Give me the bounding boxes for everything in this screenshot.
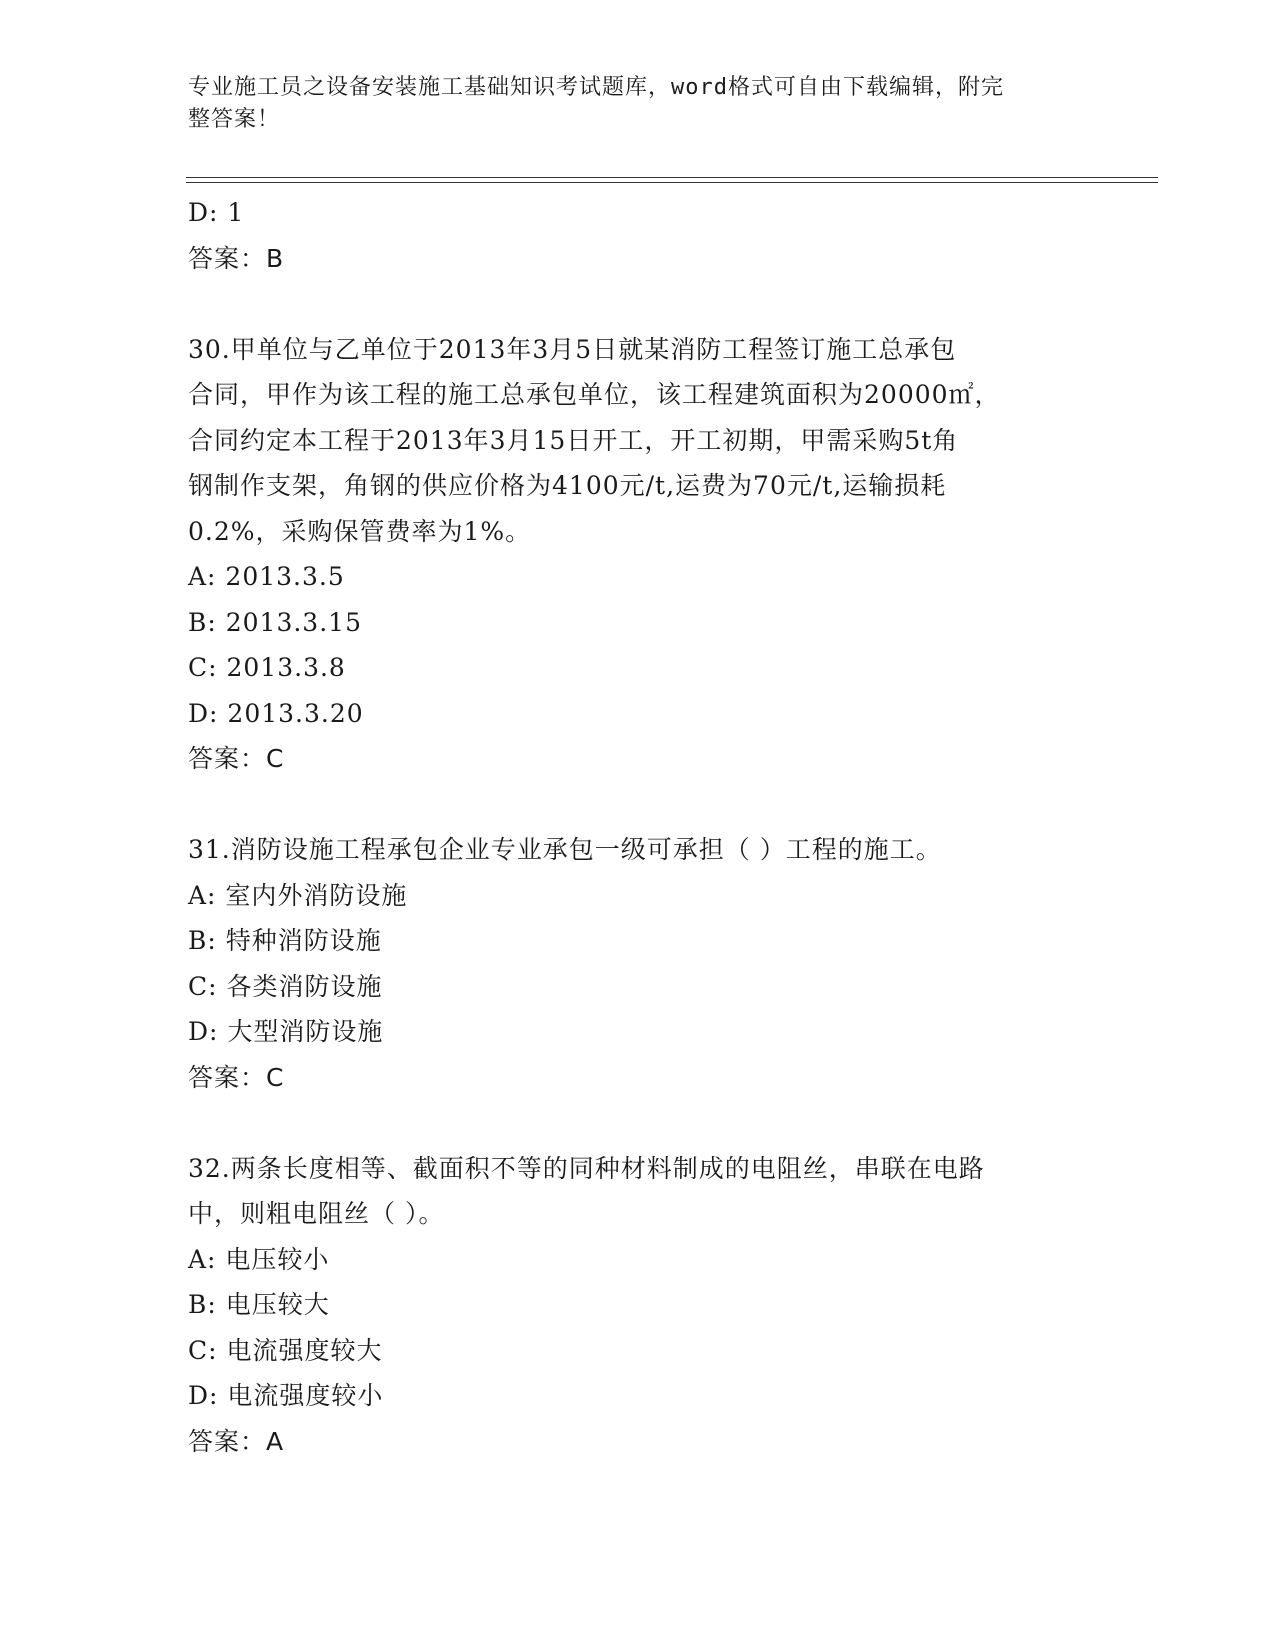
answer: 答案：A xyxy=(188,1426,285,1456)
question-31 xyxy=(188,827,1088,1100)
header-divider-bottom xyxy=(186,182,1158,183)
question-text-line: 合同约定本工程于2013年3月15日开工，开工初期，甲需采购5t角 xyxy=(188,425,959,455)
question-32 xyxy=(188,1146,1088,1465)
document-header xyxy=(188,72,1068,136)
option-d: D: 电流强度较小 xyxy=(188,1381,384,1410)
option-d: D: 大型消防设施 xyxy=(188,1017,384,1046)
spacer xyxy=(188,281,1088,327)
question-text-line: 合同，甲作为该工程的施工总承包单位，该工程建筑面积为20000㎡， xyxy=(188,380,1001,409)
spacer xyxy=(188,782,1088,828)
spacer xyxy=(188,1100,1088,1146)
question-text-line: 30.甲单位与乙单位于2013年3月5日就某消防工程签订施工总承包 xyxy=(188,334,957,364)
option-b: B: 2013.3.15 xyxy=(188,607,362,637)
option-c: C: 各类消防设施 xyxy=(188,971,383,1001)
header-title-line1: 专业施工员之设备安装施工基础知识考试题库，word格式可自由下载编辑，附完 xyxy=(188,75,1004,100)
option-d: D: 2013.3.20 xyxy=(188,698,364,728)
option-c: C: 2013.3.8 xyxy=(188,653,346,682)
option-b: B: 电压较大 xyxy=(188,1290,330,1319)
question-text-line: 31.消防设施工程承包企业专业承包一级可承担（ ）工程的施工。 xyxy=(188,835,942,864)
question-text-line: 中，则粗电阻丝（ ）。 xyxy=(188,1199,445,1228)
answer: 答案：C xyxy=(188,1062,285,1092)
document-body xyxy=(188,190,1088,1464)
question-text-line: 钢制作支架，角钢的供应价格为4100元/t,运费为70元/t,运输损耗 xyxy=(188,471,947,500)
option-c: C: 电流强度较大 xyxy=(188,1335,383,1365)
answer: 答案：C xyxy=(188,744,285,773)
prev-option-d: D: 1 xyxy=(188,198,245,227)
option-a: A: 2013.3.5 xyxy=(188,562,345,591)
question-text-line: 32.两条长度相等、截面积不等的同种材料制成的电阻丝，串联在电路 xyxy=(188,1153,985,1183)
header-title-line2: 整答案！ xyxy=(188,107,281,132)
header-divider-top xyxy=(186,177,1158,178)
question-text-line: 0.2%，采购保管费率为1%。 xyxy=(188,516,532,546)
option-a: A: 电压较小 xyxy=(188,1244,330,1274)
prev-answer: 答案：B xyxy=(188,243,285,273)
option-a: A: 室内外消防设施 xyxy=(188,880,408,910)
option-b: B: 特种消防设施 xyxy=(188,926,382,955)
question-30 xyxy=(188,327,1088,782)
